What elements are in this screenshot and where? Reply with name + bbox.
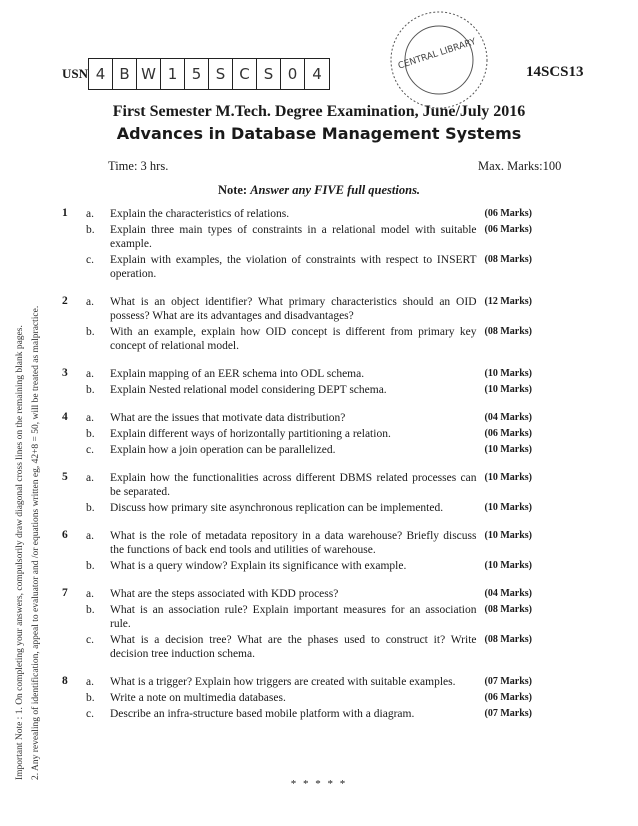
question-part <box>86 675 532 689</box>
part-text: Explain different ways of horizontally partitioning a relation. <box>110 428 391 440</box>
question-part <box>86 207 532 221</box>
part-label: b. <box>86 560 95 572</box>
question-part <box>86 707 532 721</box>
part-text: With an example, explain how OID concept is different from primary key concept of relational model. <box>110 326 477 352</box>
question <box>62 411 532 459</box>
question-number: 2 <box>62 295 68 307</box>
question-part <box>86 603 532 631</box>
part-body <box>110 675 532 689</box>
part-label: a. <box>86 296 94 308</box>
part-body <box>110 559 532 573</box>
question-part <box>86 633 532 661</box>
part-marks: (10 Marks) <box>484 444 532 455</box>
part-label: a. <box>86 676 94 688</box>
part-text: What is a query window? Explain its significance with example. <box>110 560 407 572</box>
part-marks: (10 Marks) <box>484 472 532 483</box>
question <box>62 367 532 399</box>
part-label: b. <box>86 502 95 514</box>
part-marks: (08 Marks) <box>484 604 532 615</box>
question <box>62 295 532 355</box>
question <box>62 587 532 663</box>
part-marks: (07 Marks) <box>484 708 532 719</box>
part-marks: (08 Marks) <box>484 254 532 265</box>
question-parts <box>86 295 532 355</box>
part-body <box>110 223 532 251</box>
question-part <box>86 253 532 281</box>
side-note <box>8 220 48 780</box>
part-marks: (06 Marks) <box>484 208 532 219</box>
part-body <box>110 295 532 323</box>
part-text: Write a note on multimedia databases. <box>110 692 286 704</box>
part-label: b. <box>86 604 95 616</box>
part-text: Explain with examples, the violation of constraints with respect to INSERT operation. <box>110 254 477 280</box>
part-body <box>110 691 532 705</box>
part-text: Explain Nested relational model considering DEPT schema. <box>110 384 387 396</box>
usn-char-box: S <box>257 59 281 89</box>
part-marks: (10 Marks) <box>484 530 532 541</box>
part-text: Explain three main types of constraints in a relational model with suitable example. <box>110 224 477 250</box>
part-marks: (04 Marks) <box>484 412 532 423</box>
part-body <box>110 207 532 221</box>
question-part <box>86 471 532 499</box>
part-marks: (06 Marks) <box>484 428 532 439</box>
question-number: 7 <box>62 587 68 599</box>
question <box>62 471 532 517</box>
part-marks: (06 Marks) <box>484 224 532 235</box>
part-marks: (07 Marks) <box>484 676 532 687</box>
question-number: 3 <box>62 367 68 379</box>
question-part <box>86 367 532 381</box>
question-part <box>86 559 532 573</box>
part-text: Discuss how primary site asynchronous replication can be implemented. <box>110 502 444 514</box>
part-text: What is an object identifier? What primary characteristics should an OID possess? What are its advantages and disadvantages? <box>110 296 477 322</box>
question-number: 4 <box>62 411 68 423</box>
side-note-line1: Important Note : 1. On completing your answers, compulsorily draw diagonal cross lines on the remaining blank pages. <box>15 325 25 780</box>
question <box>62 207 532 283</box>
question-part <box>86 443 532 457</box>
part-label: b. <box>86 692 95 704</box>
part-label: b. <box>86 326 95 338</box>
question-part <box>86 295 532 323</box>
subject-title: Advances in Database Management Systems <box>116 124 522 143</box>
question-list <box>62 207 532 735</box>
question-part <box>86 529 532 557</box>
usn-char-box: 4 <box>312 65 322 83</box>
exam-title: First Semester M.Tech. Degree Examination, June/July 2016 <box>112 103 526 120</box>
instruction-note <box>0 183 638 198</box>
note-prefix: Note: <box>217 183 248 197</box>
part-text: Explain how a join operation can be parallelized. <box>110 444 336 456</box>
question-part <box>86 411 532 425</box>
part-label: a. <box>86 588 94 600</box>
part-body <box>110 707 532 721</box>
part-marks: (08 Marks) <box>484 326 532 337</box>
seal-text: CENTRAL LIBRARY <box>396 36 478 72</box>
usn-boxes <box>88 58 330 90</box>
usn-char-box: C <box>233 59 257 89</box>
part-body <box>110 529 532 557</box>
part-body <box>110 427 532 441</box>
question-part <box>86 325 532 353</box>
question <box>62 675 532 723</box>
question-parts <box>86 471 532 517</box>
usn-char-box: S <box>209 59 233 89</box>
part-marks: (10 Marks) <box>484 384 532 395</box>
question-part <box>86 691 532 705</box>
part-label: b. <box>86 428 95 440</box>
part-text: Explain how the functionalities across different DBMS related processes can be separated. <box>110 472 477 498</box>
part-text: What are the issues that motivate data distribution? <box>110 412 346 424</box>
part-marks: (10 Marks) <box>484 368 532 379</box>
part-body <box>110 367 532 381</box>
question-parts <box>86 207 532 283</box>
usn-label: USN <box>62 66 89 81</box>
part-label: a. <box>86 530 94 542</box>
part-body <box>110 383 532 397</box>
part-body <box>110 325 532 353</box>
question-number: 5 <box>62 471 68 483</box>
part-marks: (08 Marks) <box>484 634 532 645</box>
note-text: Answer any FIVE full questions. <box>250 183 421 197</box>
usn-char-box: 5 <box>185 59 209 89</box>
question-number: 1 <box>62 207 68 219</box>
part-label: b. <box>86 224 95 236</box>
part-label: c. <box>86 708 94 720</box>
part-text: Describe an infra-structure based mobile platform with a diagram. <box>110 708 415 720</box>
part-label: c. <box>86 444 94 456</box>
question-parts <box>86 675 532 723</box>
part-text: What is a trigger? Explain how triggers are created with suitable examples. <box>110 676 456 688</box>
part-body <box>110 411 532 425</box>
max-marks: Max. Marks:100 <box>478 159 562 173</box>
part-text: Explain mapping of an EER schema into ODL schema. <box>110 368 365 380</box>
part-label: a. <box>86 472 94 484</box>
question-parts <box>86 411 532 459</box>
part-text: What is a decision tree? What are the phases used to construct it? Write decision tree induction schema. <box>110 634 477 660</box>
part-label: b. <box>86 384 95 396</box>
part-text: What is the role of metadata repository in a data warehouse? Briefly discuss the functions of back end tools and utilities of warehouse. <box>110 530 477 556</box>
part-text: What is an association rule? Explain important measures for an association rule. <box>110 604 477 630</box>
part-body <box>110 633 532 661</box>
part-marks: (04 Marks) <box>484 588 532 599</box>
part-body <box>110 587 532 601</box>
question-number: 8 <box>62 675 68 687</box>
part-label: c. <box>86 634 94 646</box>
part-body <box>110 603 532 631</box>
part-body <box>110 443 532 457</box>
course-code: 14SCS13 <box>526 64 584 80</box>
usn-char-box: 0 <box>281 59 305 89</box>
usn-char-box: B <box>113 59 137 89</box>
question-part <box>86 587 532 601</box>
part-label: c. <box>86 254 94 266</box>
usn-char-box: W <box>137 59 161 89</box>
part-body <box>110 471 532 499</box>
side-note-line2: 2. Any revealing of identification, appeal to evaluator and /or equations written eg, 42+8 = 50, will be treated as malpractice. <box>31 305 41 780</box>
question-number: 6 <box>62 529 68 541</box>
part-body <box>110 253 532 281</box>
part-marks: (12 Marks) <box>484 296 532 307</box>
part-label: a. <box>86 208 94 220</box>
part-marks: (10 Marks) <box>484 502 532 513</box>
part-label: a. <box>86 412 94 424</box>
question-part <box>86 501 532 515</box>
question-part <box>86 383 532 397</box>
part-text: What are the steps associated with KDD process? <box>110 588 339 600</box>
question-part <box>86 427 532 441</box>
question-part <box>86 223 532 251</box>
part-text: Explain the characteristics of relations. <box>110 208 290 220</box>
question-parts <box>86 367 532 399</box>
part-marks: (06 Marks) <box>484 692 532 703</box>
part-marks: (10 Marks) <box>484 560 532 571</box>
library-seal <box>384 6 494 114</box>
question-parts <box>86 587 532 663</box>
question <box>62 529 532 575</box>
question-parts <box>86 529 532 575</box>
end-marker: * * * * * <box>290 778 348 790</box>
usn-char-box: 1 <box>161 59 185 89</box>
exam-duration: Time: 3 hrs. <box>108 159 169 173</box>
part-label: a. <box>86 368 94 380</box>
part-body <box>110 501 532 515</box>
usn-char-box: 4 <box>89 59 113 89</box>
